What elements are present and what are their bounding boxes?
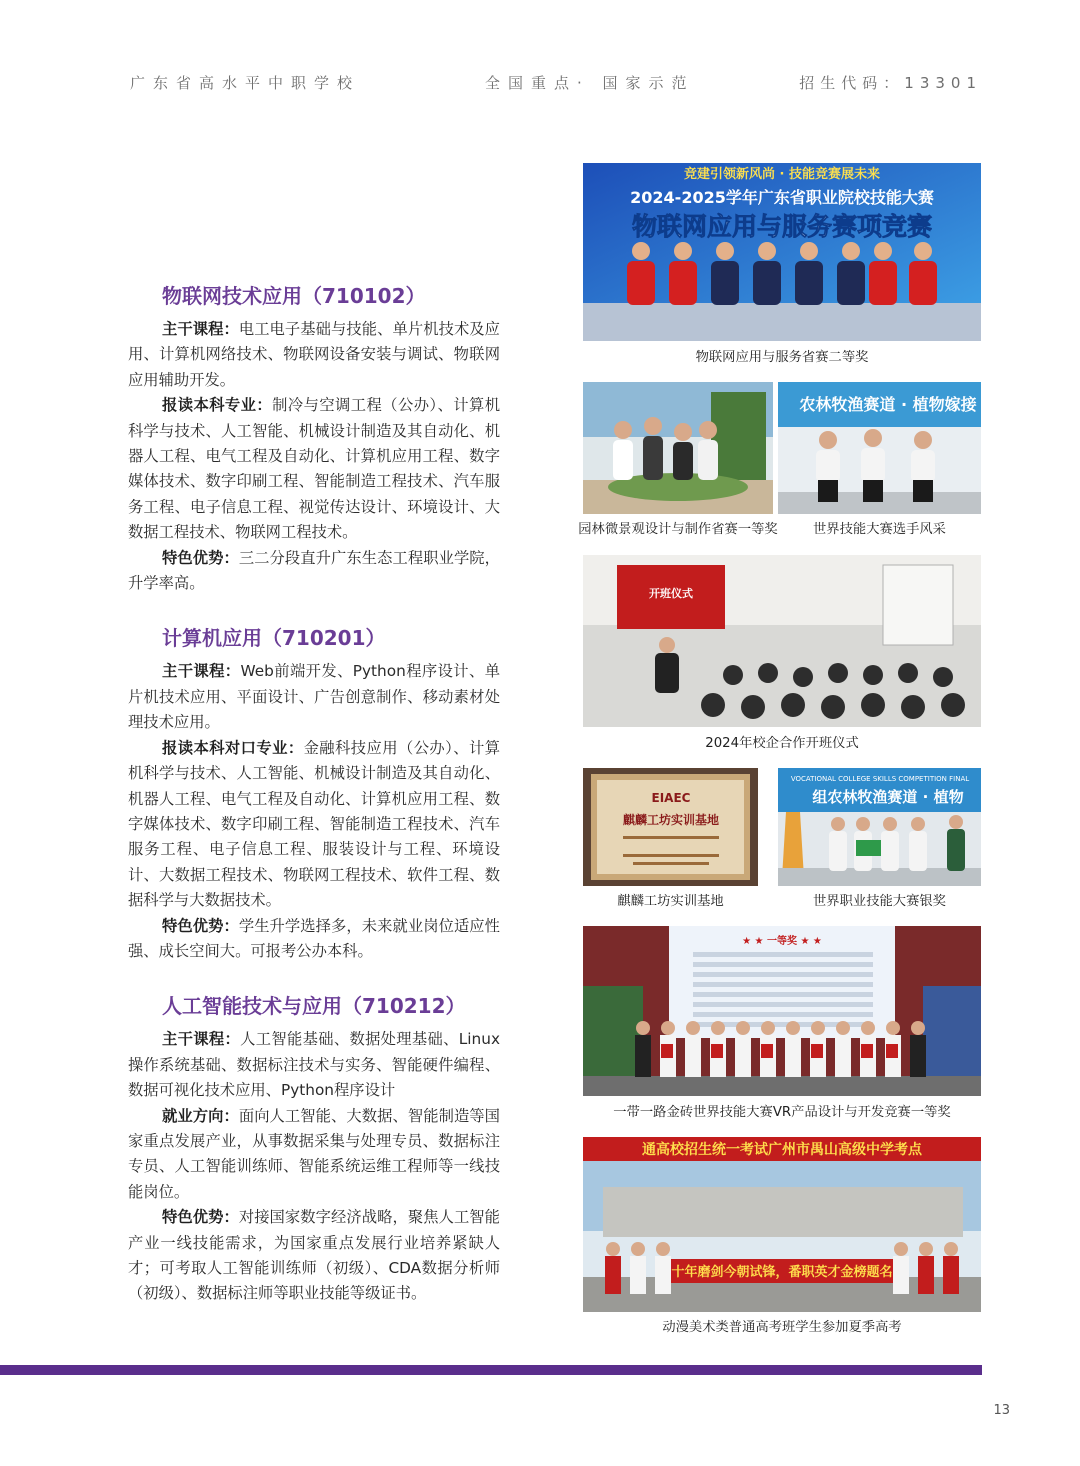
- photo-caption: 世界职业技能大赛银奖: [813, 894, 946, 909]
- major-iot: [128, 280, 500, 596]
- photo-caption: 麒麟工坊实训基地: [617, 894, 724, 909]
- major-title: 计算机应用（710201）: [162, 626, 386, 651]
- majors-column: [128, 280, 500, 1307]
- footer-accent-bar: [0, 1365, 982, 1375]
- major-title: 物联网技术应用（710102）: [162, 284, 426, 308]
- major-paragraph: 主干课程：人工智能基础、数据处理基础、Linux操作系统基础、数据标注技术与实务、智能硬件编程、数据可视化技术应用、Python程序设计: [128, 1030, 500, 1100]
- banner-text: VOCATIONAL COLLEGE SKILLS COMPETITION FINAL: [790, 775, 970, 783]
- major-paragraph: 报读本科对口专业：金融科技应用（公办）、计算机科学与技术、人工智能、机械设计制造及其自动化、机器人工程、电气工程及自动化、计算机应用工程、数字媒体技术、数字印刷工程、智能制造工程技术、汽车服务工程、电子信息工程、服装设计与工程、环境设计、大数据工程技术、物联网工程技术、软件工程、数据科学与大数据技术。: [128, 738, 500, 910]
- photo-summer-exam: [583, 1137, 981, 1312]
- header-enrollment-code: 招生代码：13301: [799, 74, 982, 92]
- photo-caption: 2024年校企合作开班仪式: [705, 736, 859, 751]
- page-number: 13: [993, 1403, 1010, 1418]
- plaque-logo: EIAEC: [651, 791, 691, 805]
- major-paragraph: 主干课程：Web前端开发、Python程序设计、单片机技术应用、平面设计、广告创意制作、移动素材处理技术应用。: [128, 662, 500, 732]
- board-title: ★ ★ 一等奖 ★ ★: [742, 936, 822, 947]
- banner-text: 通高校招生统一考试广州市禺山高级中学考点: [642, 1142, 922, 1158]
- major-paragraph: 特色优势：三二分段直升广东生态工程职业学院，升学率高。: [128, 548, 500, 593]
- major-paragraph: 特色优势：对接国家数字经济战略，聚焦人工智能产业一线技能需求，为国家重点发展行业培养紧缺人才；可考取人工智能训练师（初级）、CDA数据分析师（初级）、数据标注师等职业技能等级证书。: [128, 1208, 500, 1303]
- header-school-level: 广东省高水平中职学校: [130, 74, 361, 92]
- major-paragraph: 主干课程：电工电子基础与技能、单片机技术及应用、计算机网络技术、物联网设备安装与调试、物联网应用辅助开发。: [128, 320, 500, 389]
- photo-caption: 动漫美术类普通高考班学生参加夏季高考: [662, 1320, 902, 1335]
- photo-garden-landscape: [583, 382, 773, 514]
- major-ai: [128, 990, 500, 1306]
- plaque-title: 麒麟工坊实训基地: [622, 813, 720, 827]
- major-paragraph: 特色优势：学生升学选择多，未来就业岗位适应性强、成长空间大。可报考公办本科。: [128, 916, 500, 960]
- page-header: [130, 72, 982, 92]
- photo-caption: 一带一路金砖世界技能大赛VR产品设计与开发竞赛一等奖: [613, 1105, 951, 1120]
- photo-caption: 物联网应用与服务省赛二等奖: [695, 350, 869, 365]
- banner-text: 农林牧渔赛道 · 植物嫁接: [799, 395, 977, 414]
- photo-caption: 园林微景观设计与制作省赛一等奖: [578, 522, 778, 537]
- screen-title: 开班仪式: [649, 587, 693, 600]
- header-slogan: 全国重点· 国家示范: [485, 74, 695, 92]
- photo-world-skills-contestants: [778, 382, 981, 514]
- banner-text: 组农林牧渔赛道 · 植物: [812, 788, 964, 806]
- photo-skills-silver: [778, 768, 981, 886]
- photo-opening-ceremony: [583, 555, 981, 727]
- photo-iot-competition: [583, 163, 981, 341]
- banner-subtitle: 物联网应用与服务赛项竞赛: [631, 212, 933, 241]
- major-title: 人工智能技术与应用（710212）: [162, 994, 466, 1019]
- major-computer: [128, 622, 500, 964]
- major-paragraph: 报读本科专业：制冷与空调工程（公办）、计算机科学与技术、人工智能、机械设计制造及其自动化、机器人工程、电气工程及自动化、计算机应用工程、数字媒体技术、数字印刷工程、智能制造工程技术、汽车服务工程、电子信息工程、视觉传达设计、环境设计、大数据工程技术、物联网工程技术。: [128, 396, 500, 542]
- banner-title: 2024-2025学年广东省职业院校技能大赛: [630, 188, 934, 207]
- banner-text: 十年磨剑今朝试锋，番职英才金榜题名: [671, 1265, 893, 1280]
- banner-slogan: 竞建引领新风尚 · 技能竞赛展未来: [684, 167, 880, 182]
- photo-caption: 世界技能大赛选手风采: [813, 522, 946, 537]
- major-paragraph: 就业方向：面向人工智能、大数据、智能制造等国家重点发展产业，从事数据采集与处理专员、数据标注专员、人工智能训练师、智能系统运维工程师等一线技能岗位。: [128, 1106, 500, 1201]
- photo-kylin-plaque: [583, 768, 758, 886]
- photo-brics-vr-award: [583, 926, 981, 1096]
